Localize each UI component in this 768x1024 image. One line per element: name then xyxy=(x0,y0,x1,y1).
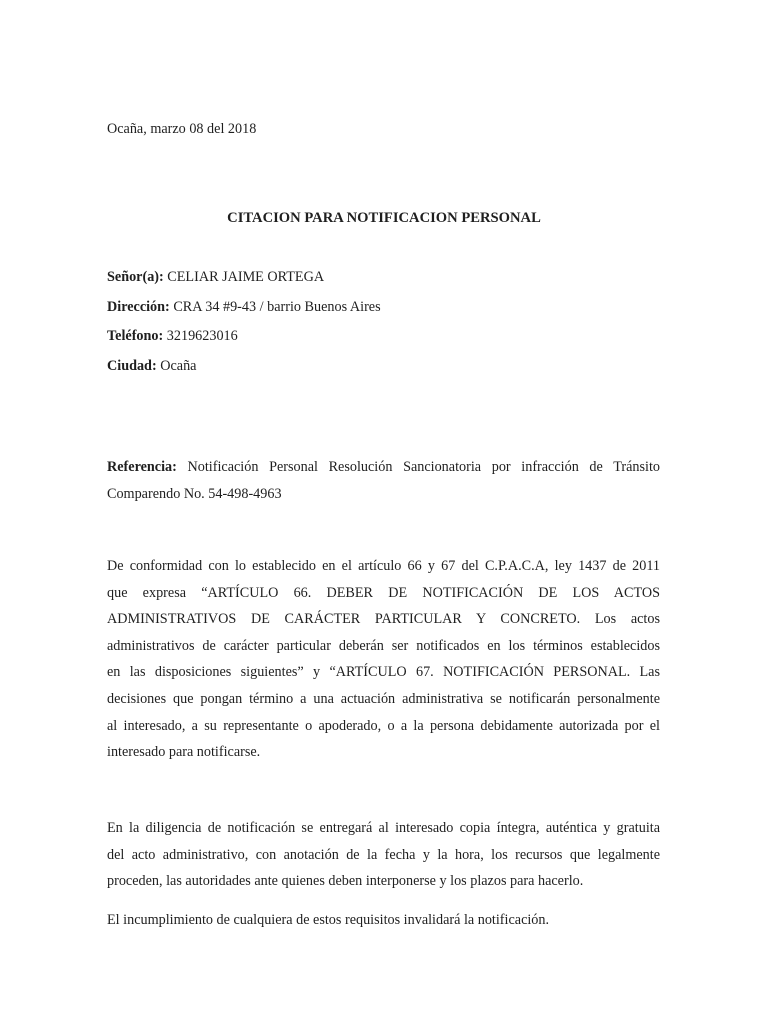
paragraph-line: ADMINISTRATIVOS DE CARÁCTER PARTICULAR Y CONCRETO. Los actos xyxy=(107,611,660,628)
recipient-phone-value: 3219623016 xyxy=(166,328,238,344)
paragraph-line: decisiones que pongan término a una actuación administrativa se notificarán personalmente xyxy=(107,690,660,707)
paragraph-legal-basis xyxy=(107,553,660,766)
paragraph-line: De conformidad con lo establecido en el artículo 66 y 67 del C.P.A.C.A, ley 1437 de 2011 xyxy=(107,558,660,574)
recipient-city-label: Ciudad: xyxy=(107,358,157,374)
paragraph-invalidation xyxy=(107,907,660,934)
recipient-address-row xyxy=(107,299,381,316)
paragraph-line: El incumplimiento de cualquiera de estos requisitos invalidará la notificación. xyxy=(107,912,550,928)
paragraph-line: en las disposiciones siguientes” y “ARTÍCULO 67. NOTIFICACIÓN PERSONAL. Las xyxy=(107,664,660,681)
letter-date: Ocaña, marzo 08 del 2018 xyxy=(107,121,257,137)
reference-label: Referencia: xyxy=(107,459,177,475)
paragraph-line: interesado para notificarse. xyxy=(107,744,261,761)
recipient-name-row xyxy=(107,269,324,286)
recipient-name-label: Señor(a): xyxy=(107,269,164,285)
reference-block xyxy=(107,454,660,507)
recipient-phone-label: Teléfono: xyxy=(107,328,164,344)
reference-line-2: Comparendo No. 54-498-4963 xyxy=(107,485,282,502)
paragraph-line: administrativos de carácter particular deberán ser notificados en los términos establecidos xyxy=(107,637,660,654)
paragraph-line: En la diligencia de notificación se entregará al interesado copia íntegra, auténtica y gratuita xyxy=(107,820,660,836)
recipient-address-label: Dirección: xyxy=(107,299,170,315)
recipient-phone-row xyxy=(107,328,238,345)
paragraph-line: del acto administrativo, con anotación de la fecha y la hora, los recursos que legalmente xyxy=(107,846,660,863)
paragraph-diligence xyxy=(107,815,660,895)
recipient-name-value: CELIAR JAIME ORTEGA xyxy=(167,269,325,285)
reference-line-1 xyxy=(107,454,660,481)
reference-text: Notificación Personal Resolución Sancionatoria por infracción de Tránsito xyxy=(187,459,660,475)
recipient-address-value: CRA 34 #9-43 / barrio Buenos Aires xyxy=(173,299,381,315)
paragraph-line: al interesado, a su representante o apoderado, o a la persona debidamente autorizada por el xyxy=(107,717,660,734)
recipient-city-row xyxy=(107,358,196,375)
paragraph-line: proceden, las autoridades ante quienes deben interponerse y los plazos para hacerlo. xyxy=(107,873,584,890)
recipient-city-value: Ocaña xyxy=(160,358,197,374)
letter-title: CITACION PARA NOTIFICACION PERSONAL xyxy=(227,210,541,226)
paragraph-line: que expresa “ARTÍCULO 66. DEBER DE NOTIFICACIÓN DE LOS ACTOS xyxy=(107,584,660,601)
